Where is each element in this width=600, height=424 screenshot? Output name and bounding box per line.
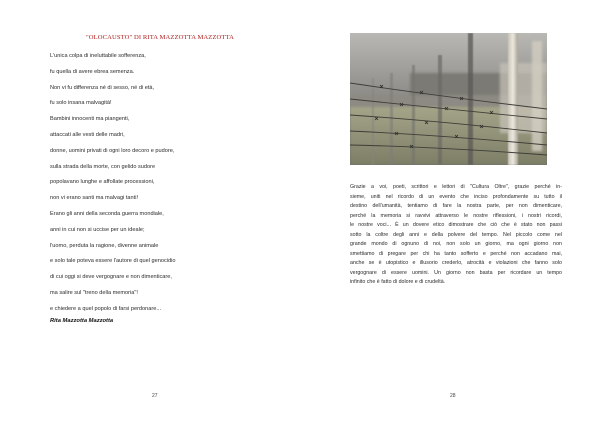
poem-line: di cui oggi si deve vergognare e non dimenticare, — [50, 274, 172, 281]
paragraph-line: anche se è utopistico e illusorio crederlo, atrocità e violazioni che fanno solo — [350, 260, 562, 266]
poem — [50, 53, 290, 322]
poem-line: e solo tale poteva essere l'autore di quel genocidio — [50, 258, 176, 265]
poem-line: attaccati alle vesti delle madri, — [50, 131, 125, 138]
paragraph-line: sotto la coltre degli anni e della polvere del tempo. Nel piccolo come nel — [350, 231, 562, 238]
paragraph-line: le nostre voci... È un dovere etico dimostrare che ciò che è stato non passi — [350, 222, 562, 228]
poem-line: fu solo insana malvagità! — [50, 100, 112, 107]
right-page — [300, 0, 600, 424]
paragraph-line: Grazie a voi, poeti, scrittori e lettori di "Cultura Oltre", grazie perché in- — [350, 184, 562, 190]
paragraph-line: smettiamo di pregare per chi ha tanto sofferto e perché non accadano mai, — [350, 250, 562, 257]
paragraph-line: infinito che è fatto di dolore e di crudeltà. — [350, 279, 446, 285]
paragraph-line: vergognare di essere uomini. Un giorno non basta per ricordare un tempo — [350, 269, 562, 276]
page-number-right: 28 — [450, 393, 456, 399]
paragraph-line: grande mondo di ognuno di noi, non solo un giorno, ma ogni giorno non — [350, 241, 562, 247]
poem-line: donne, uomini privati di ogni loro decoro e pudore, — [50, 147, 175, 154]
poem-line: non vi erano santi ma malvagi tanti! — [50, 195, 138, 202]
poem-author: Rita Mazzotta Mazzotta — [50, 318, 114, 324]
poem-line: popolavano lunghe e affollate processioni, — [50, 179, 155, 186]
poem-line: ma salire sul "treno della memoria"! — [50, 289, 138, 296]
poem-line: e chiedere a quel popolo di farsi perdonare... — [50, 305, 162, 312]
poem-line: fu quella di avere ebrea semenza. — [50, 68, 135, 75]
barbed-wire-fence-photo — [350, 33, 547, 165]
body-paragraph — [350, 183, 562, 288]
poem-line: l'uomo, perduta la ragione, divenne animale — [50, 242, 159, 249]
poem-title: "OLOCAUSTO" DI RITA MAZZOTTA MAZZOTTA — [85, 34, 235, 41]
page-number-left: 27 — [152, 393, 158, 399]
paragraph-line: perché la memoria si ravvivi attraverso le nostre riflessioni, i nostri ricordi, — [350, 212, 562, 219]
poem-line: Erano gli anni della seconda guerra mondiale, — [50, 210, 164, 217]
poem-line: Non vi fu differenza né di sesso, né di età, — [50, 84, 155, 91]
paragraph-line: destino dell'umanità, tentiamo di fare la nostra parte, per non dimenticare, — [350, 203, 562, 209]
poem-line: anni in cui non si uccise per un ideale; — [50, 226, 145, 233]
barbed-wire-fence-image — [350, 33, 547, 165]
poem-line: sulla strada della morte, con gelido sudore — [50, 163, 156, 170]
paragraph-line: sieme, uniti nel ricordo di un evento che inciso profondamente su tutto il — [350, 193, 562, 200]
poem-line: Bambini innocenti ma piangenti, — [50, 116, 130, 123]
poem-line: L'unica colpa di ineluttabile sofferenza, — [50, 53, 146, 59]
